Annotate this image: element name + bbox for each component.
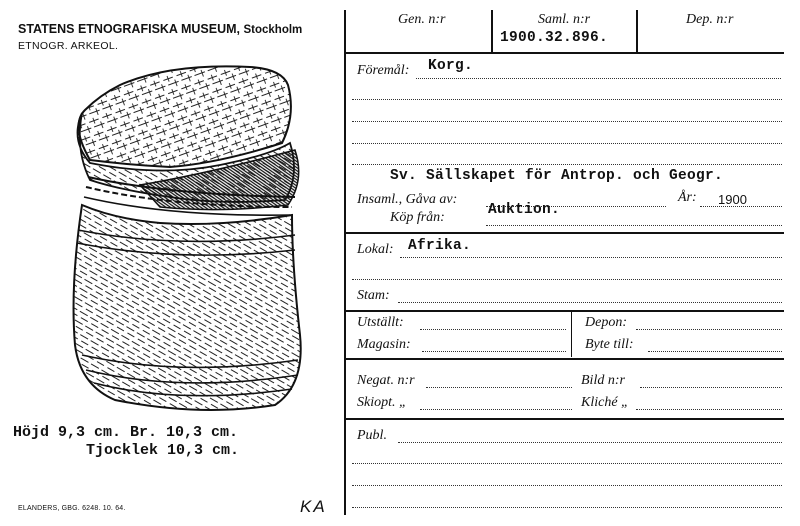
insaml-value: Sv. Sällskapet för Antrop. och Geogr. <box>390 168 724 184</box>
stam-line <box>398 302 782 303</box>
card-left-border <box>344 10 346 515</box>
foremal-label: Föremål: <box>357 63 410 78</box>
num-divider-2 <box>636 10 638 52</box>
utstallt-line <box>420 329 566 330</box>
bild-line <box>640 387 782 388</box>
saml-value: 1900.32.896. <box>500 30 609 46</box>
printer-imprint: ELANDERS, GBG. 6248. 10. 64. <box>18 505 126 512</box>
foremal-line-2 <box>352 99 782 100</box>
publ-line-3 <box>352 485 782 486</box>
byte-line <box>648 351 782 352</box>
ar-value: 1900 <box>718 192 747 207</box>
num-row-bottom <box>344 52 784 54</box>
magasin-line <box>422 351 566 352</box>
stam-label: Stam: <box>357 288 390 303</box>
skiopt-line <box>420 409 572 410</box>
insaml-label: Insaml., Gåva av: <box>357 192 458 207</box>
depon-label: Depon: <box>585 315 627 330</box>
basket-illustration <box>20 55 320 420</box>
utstallt-label: Utställt: <box>357 315 404 330</box>
kop-value: Auktion. <box>488 202 561 218</box>
department-label: ETNOGR. ARKEOL. <box>18 40 119 52</box>
museum-name: STATENS ETNOGRAFISKA MUSEUM, <box>18 22 240 36</box>
measurements-line-2: Tjocklek 10,3 cm. <box>86 442 240 459</box>
lokal-line-2 <box>352 279 782 280</box>
museum-header <box>18 22 302 36</box>
negat-label: Negat. n:r <box>357 373 415 388</box>
magasin-label: Magasin: <box>357 337 411 352</box>
depon-line <box>636 329 782 330</box>
byte-label: Byte till: <box>585 337 634 352</box>
foremal-line-5 <box>352 164 782 165</box>
section-divider-1 <box>344 232 784 234</box>
kop-line <box>486 225 782 226</box>
publ-line-2 <box>352 463 782 464</box>
lokal-label: Lokal: <box>357 242 394 257</box>
num-divider-1 <box>491 10 493 52</box>
section-divider-3 <box>344 358 784 360</box>
ar-line <box>700 206 782 207</box>
publ-line <box>398 442 782 443</box>
publ-label: Publ. <box>357 428 387 443</box>
handwritten-initials: KA <box>300 497 327 516</box>
cliche-label: Kliché „ <box>581 395 629 410</box>
ar-label: År: <box>678 190 697 205</box>
saml-label: Saml. n:r <box>538 12 591 27</box>
gen-label: Gen. n:r <box>398 12 446 27</box>
skiopt-label: Skiopt. „ <box>357 395 407 410</box>
foremal-line <box>416 78 781 79</box>
measurements-line-1: Höjd 9,3 cm. Br. 10,3 cm. <box>13 424 239 441</box>
kop-label: Köp från: <box>390 210 445 225</box>
cliche-line <box>636 409 782 410</box>
lokal-line <box>400 257 782 258</box>
section-divider-4 <box>344 418 784 420</box>
publ-line-4 <box>352 507 782 508</box>
foremal-line-3 <box>352 121 782 122</box>
foremal-value: Korg. <box>428 58 474 74</box>
section-divider-2 <box>344 310 784 312</box>
location-divider <box>571 312 572 357</box>
dep-label: Dep. n:r <box>686 12 734 27</box>
foremal-line-4 <box>352 143 782 144</box>
negat-line <box>426 387 572 388</box>
museum-city: Stockholm <box>243 24 303 36</box>
lokal-value: Afrika. <box>408 238 472 254</box>
bild-label: Bild n:r <box>581 373 625 388</box>
